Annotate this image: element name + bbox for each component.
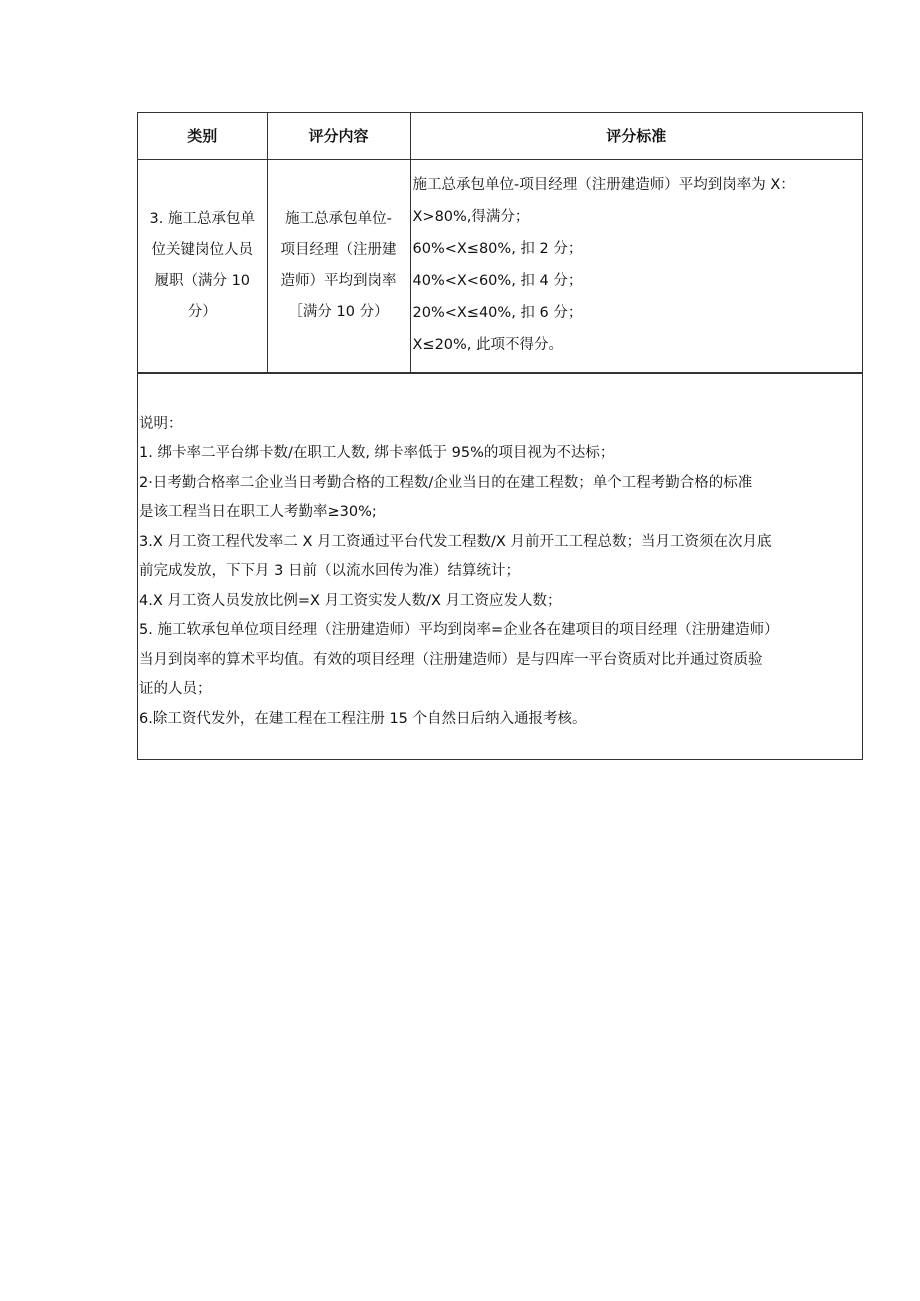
notes-section [138,373,862,759]
criteria-cell [410,159,862,372]
header-row [138,113,862,159]
note-line: 1. 绑卡率二平台绑卡数/在职工人数, 绑卡率低于 95%的项目视为不达标； [139,445,615,461]
table-row [138,159,862,372]
criteria-line: X≤20%, 此项不得分。 [412,336,564,353]
content-line: 施工总承包单位- [285,210,392,227]
header-content: 评分内容 [267,113,410,159]
category-line: 履职（满分 10 [154,272,251,289]
content-line: ［满分 10 分） [288,303,389,320]
notes-title: 说明： [139,415,183,432]
criteria-line: 40%<X<60%, 扣 4 分； [412,272,583,289]
category-line: 位关键岗位人员 [151,241,253,258]
criteria-line: 施工总承包单位-项目经理（注册建造师）平均到岗率为 X： [412,176,795,193]
category-cell [138,159,267,372]
note-line: 4.X 月工资人员发放比例=X 月工资实发人数/X 月工资应发人数； [139,592,562,609]
content-line: 项目经理（注册建 [280,241,397,258]
scoring-table [138,113,862,373]
note-line: 是该工程当日在职工人考勤率≥30%; [139,504,377,520]
criteria-line: X>80%,得满分； [412,208,530,225]
note-line: 证的人员； [139,681,212,697]
header-criteria: 评分标准 [410,113,862,159]
content-cell [267,159,410,372]
note-line: 6.除工资代发外，在建工程在工程注册 15 个自然日后纳入通报考核。 [139,710,587,727]
scoring-table-sheet [137,112,863,760]
note-line: 3.X 月工资工程代发率二 X 月工资通过平台代发工程数/X 月前开工工程总数；当月工资须在次月底 [139,533,772,550]
note-line: 前完成发放，下下月 3 日前（以流水回传为准）结算统计； [139,563,520,579]
category-line: 3. 施工总承包单 [149,210,255,227]
category-line: 分） [187,303,217,320]
header-category: 类别 [138,113,267,159]
note-line: 5. 施工软承包单位项目经理（注册建造师）平均到岗率=企业各在建项目的项目经理（注册建造师） [139,622,779,638]
criteria-line: 20%<X≤40%, 扣 6 分； [412,304,583,321]
note-line: 当月到岗率的算术平均值。有效的项目经理（注册建造师）是与四库一平台资质对比并通过资质验 [139,651,763,668]
criteria-line: 60%<X≤80%, 扣 2 分； [412,240,583,257]
note-line: 2·日考勤合格率二企业当日考勤合格的工程数/企业当日的在建工程数；单个工程考勤合格的标准 [139,474,753,491]
content-line: 造师）平均到岗率 [280,272,397,289]
